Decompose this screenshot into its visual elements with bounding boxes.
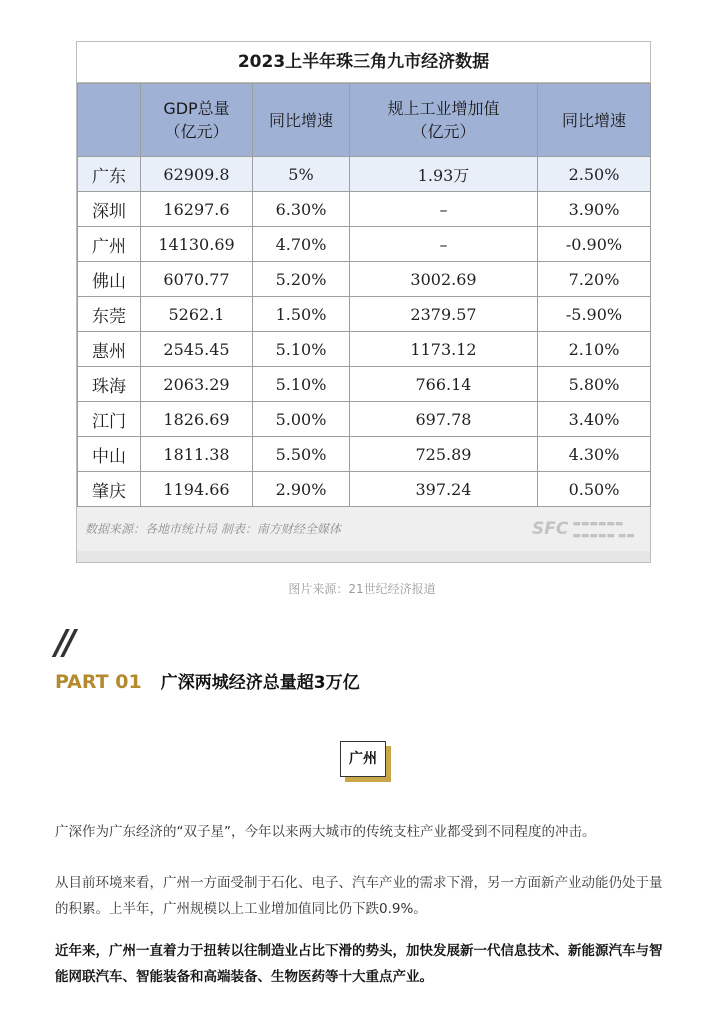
table-cell: 2.90% — [253, 472, 350, 507]
table-title: 2023上半年珠三角九市经济数据 — [77, 42, 650, 83]
table-row — [78, 472, 651, 507]
table-cell: -5.90% — [538, 297, 651, 332]
header-gdp: GDP总量 （亿元） — [141, 84, 253, 157]
table-cell: 5262.1 — [141, 297, 253, 332]
table-cell: 3.90% — [538, 192, 651, 227]
header-industry: 规上工业增加值 （亿元） — [350, 84, 538, 157]
image-caption: 图片来源：21世纪经济报道 — [288, 582, 436, 596]
economic-data-table-image — [76, 41, 651, 563]
table-row — [78, 227, 651, 262]
table-cell: 5.10% — [253, 367, 350, 402]
table-cell: 1173.12 — [350, 332, 538, 367]
data-source-note: 数据来源：各地市统计局 制表：南方财经全媒体 — [85, 522, 341, 536]
row-city: 广州 — [78, 227, 141, 262]
table-cell: 16297.6 — [141, 192, 253, 227]
table-row — [78, 437, 651, 472]
table-cell: 5% — [253, 157, 350, 192]
row-city: 江门 — [78, 402, 141, 437]
table-cell: 5.80% — [538, 367, 651, 402]
row-city: 广东 — [78, 157, 141, 192]
table-row — [78, 402, 651, 437]
table-cell: 5.10% — [253, 332, 350, 367]
table-cell: 1826.69 — [141, 402, 253, 437]
row-city: 惠州 — [78, 332, 141, 367]
table-footer — [77, 507, 650, 551]
table-row — [78, 192, 651, 227]
table-cell: 3002.69 — [350, 262, 538, 297]
quote-mark-icon: // — [55, 623, 72, 663]
row-city: 中山 — [78, 437, 141, 472]
table-cell: -0.90% — [538, 227, 651, 262]
table-cell: 7.20% — [538, 262, 651, 297]
part-number: PART 01 — [55, 671, 142, 693]
paragraph-bold: 近年来，广州一直着力于扭转以往制造业占比下滑的势头，加快发展新一代信息技术、新能源汽车与智能网联汽车、智能装备和高端装备、生物医药等十大重点产业。 — [55, 943, 663, 985]
table-cell: 6070.77 — [141, 262, 253, 297]
header-gdp-growth: 同比增速 — [253, 84, 350, 157]
table-cell: 2063.29 — [141, 367, 253, 402]
table-cell: 1.50% — [253, 297, 350, 332]
table-row — [78, 367, 651, 402]
table-row — [78, 157, 651, 192]
table-cell: 697.78 — [350, 402, 538, 437]
table-cell: – — [350, 192, 538, 227]
section-heading — [55, 667, 360, 697]
table-row — [78, 262, 651, 297]
city-label: 广州 — [340, 741, 386, 777]
row-city: 佛山 — [78, 262, 141, 297]
paragraph: 从目前环境来看，广州一方面受制于石化、电子、汽车产业的需求下滑，另一方面新产业动能仍处于量的积累。上半年，广州规模以上工业增加值同比仍下跌0.9%。 — [55, 875, 663, 917]
table-cell: 4.70% — [253, 227, 350, 262]
row-city: 肇庆 — [78, 472, 141, 507]
row-city: 东莞 — [78, 297, 141, 332]
table-cell: 3.40% — [538, 402, 651, 437]
table-cell: 2.10% — [538, 332, 651, 367]
table-row — [78, 332, 651, 367]
table-cell: 1811.38 — [141, 437, 253, 472]
header-city — [78, 84, 141, 157]
table-cell: 725.89 — [350, 437, 538, 472]
table-cell: 2545.45 — [141, 332, 253, 367]
row-city: 深圳 — [78, 192, 141, 227]
table-cell: 1194.66 — [141, 472, 253, 507]
table-header-row — [78, 84, 651, 157]
table-cell: 766.14 — [350, 367, 538, 402]
row-city: 珠海 — [78, 367, 141, 402]
table-cell: 5.00% — [253, 402, 350, 437]
sfc-logo: SFC ▬▬▬▬▬▬ ▬▬▬▬▬ ▬▬ — [532, 519, 635, 541]
part-title: 广深两城经济总量超3万亿 — [160, 673, 360, 693]
table-cell: – — [350, 227, 538, 262]
header-industry-growth: 同比增速 — [538, 84, 651, 157]
paragraph: 广深作为广东经济的“双子星”，今年以来两大城市的传统支柱产业都受到不同程度的冲击。 — [55, 824, 596, 840]
table-cell: 14130.69 — [141, 227, 253, 262]
table-cell: 1.93万 — [350, 157, 538, 192]
table-cell: 2379.57 — [350, 297, 538, 332]
table-cell: 62909.8 — [141, 157, 253, 192]
table-cell: 397.24 — [350, 472, 538, 507]
table-cell: 5.50% — [253, 437, 350, 472]
table-cell: 5.20% — [253, 262, 350, 297]
table-cell: 4.30% — [538, 437, 651, 472]
table-row — [78, 297, 651, 332]
economic-data-table — [77, 83, 651, 507]
table-cell: 0.50% — [538, 472, 651, 507]
table-cell: 6.30% — [253, 192, 350, 227]
table-cell: 2.50% — [538, 157, 651, 192]
